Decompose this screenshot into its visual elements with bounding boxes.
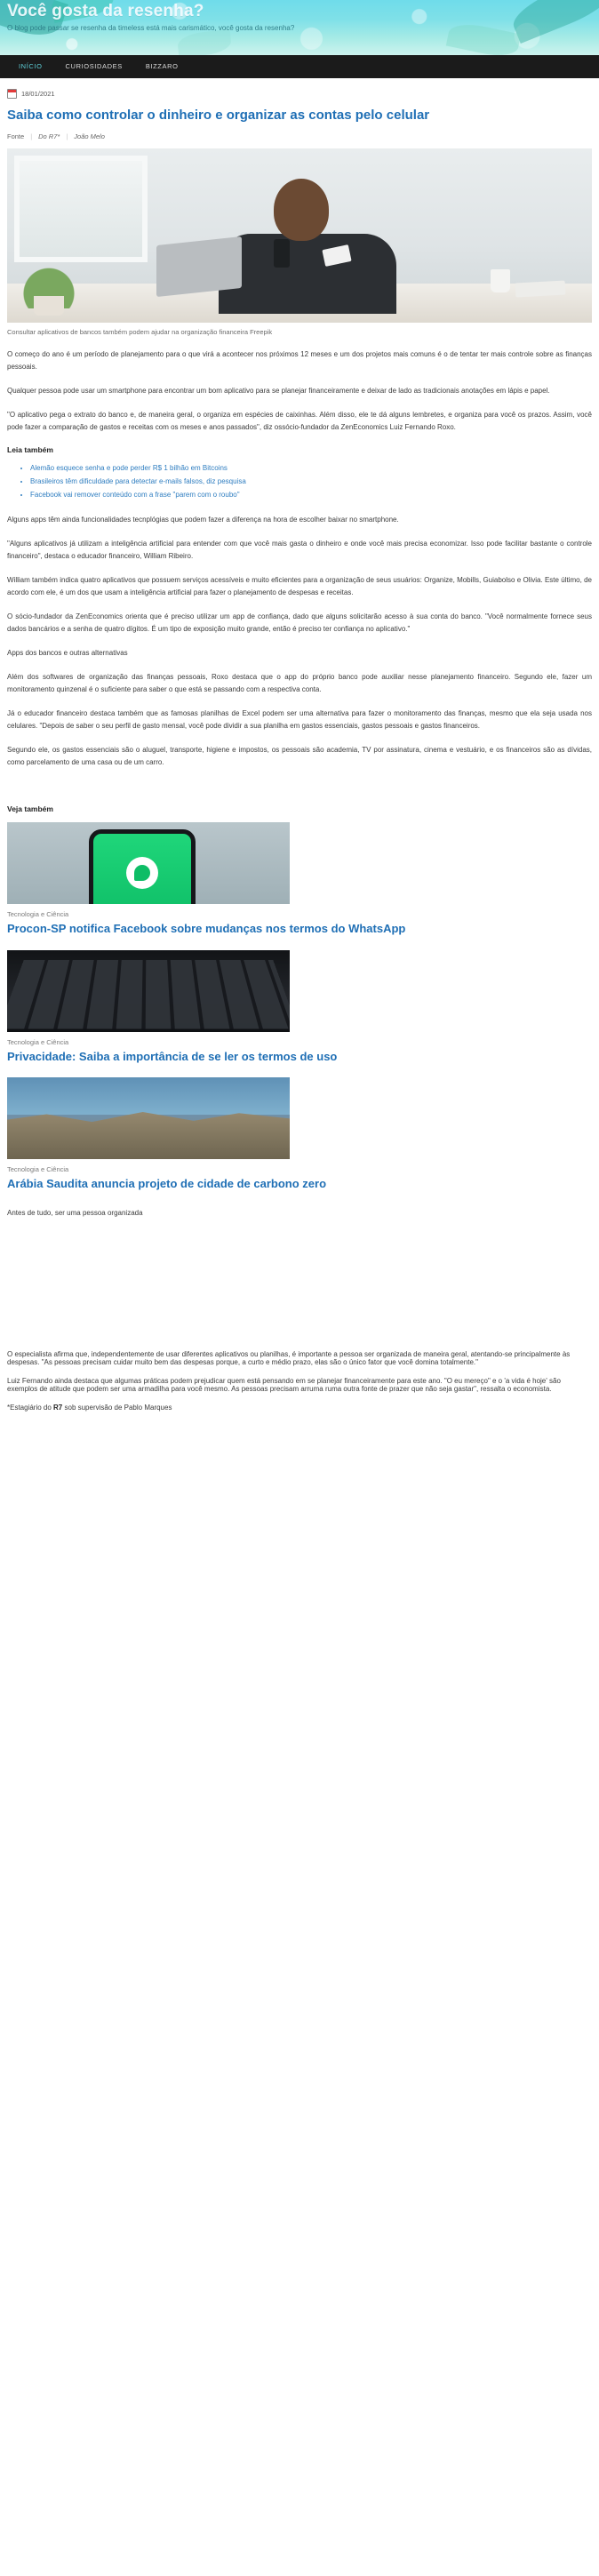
article-paragraph: Qualquer pessoa pode usar um smartphone para encontrar um bom aplicativo para se planejar financeiramente e deixar de lado as tradicionais anotações em lápis e papel. <box>7 386 550 395</box>
article-paragraph: O sócio-fundador da ZenEconomics orienta que é preciso utilizar um app de confiança, dado que alguns solicitarão acesso à sua conta do banco. "Você normalmente fornece seus dados bancários e a senha de quatro dígitos. É um tipo de exposição muito grande, então é preciso ter confiança no aplicativo." <box>7 612 592 634</box>
article-meta <box>7 89 592 99</box>
hero-person-head <box>274 179 329 241</box>
credit-prefix: *Estagiário do <box>7 1403 54 1412</box>
leia-tambem-list <box>7 461 592 502</box>
byline-source: Do R7* <box>38 132 60 140</box>
article-paragraph: Luiz Fernando ainda destaca que algumas práticas podem prejudicar quem está pensando em se planejar financeiramente para este ano. "O eu mereço" e o 'a vida é hoje' são exemplos de atitude que podem ser uma armadilha para você mesmo. As pessoas precisam arruma ruma outra fonte de prazer que não seja gastar", ressalta o economista. <box>7 1376 561 1393</box>
related-kicker: Tecnologia e Ciência <box>7 1165 69 1174</box>
site-banner <box>0 0 599 55</box>
article-paragraph: O especialista afirma que, independentemente de usar diferentes aplicativos ou planilhas, é importante a pessoa ser organizada de maneira geral, atentando-se principalmente às despesas. "As pessoas precisam cuidar muito bem das despesas porque, a curto e médio prazo, elas são o único fator que você domina totalmente." <box>7 1349 571 1366</box>
article-paragraph: "Alguns aplicativos já utilizam a inteligência artificial para entender com que você mais gasta o dinheiro e onde você mais precisa economizar. Isso pode facilitar bastante o controle financeiro", destaca o educador financeiro, William Ribeiro. <box>7 540 592 561</box>
credit-suffix: sob supervisão de Pablo Marques <box>62 1403 172 1412</box>
calendar-icon <box>7 89 17 99</box>
hero-image <box>7 148 592 323</box>
decorative-leaf-icon <box>177 29 232 55</box>
list-item[interactable] <box>30 461 592 475</box>
phone-screen-icon <box>89 829 196 904</box>
related-link[interactable]: Facebook vai remover conteúdo com a frase "parem com o roubo" <box>30 491 240 500</box>
whatsapp-phone-thumbnail[interactable] <box>7 822 290 904</box>
satellite-landscape-thumbnail[interactable] <box>7 1077 290 1159</box>
list-item[interactable] <box>30 488 592 501</box>
veja-tambem-heading: Veja também <box>7 804 53 814</box>
related-link[interactable]: Alemão esquece senha e pode perder R$ 1 bilhão em Bitcoins <box>30 463 228 472</box>
article-content <box>0 89 599 1412</box>
byline-author: João Melo <box>74 132 105 140</box>
leia-tambem-heading: Leia também <box>7 444 53 454</box>
keyboard-thumbnail[interactable] <box>7 950 290 1032</box>
byline-divider: | <box>30 132 33 140</box>
hero-window <box>14 156 148 262</box>
hero-person-body <box>219 234 396 314</box>
hero-laptop <box>156 236 242 297</box>
related-link[interactable]: Brasileiros têm dificuldade para detectar e-mails falsos, diz pesquisa <box>30 476 246 485</box>
hero-plant-pot <box>34 296 64 316</box>
hero-cup <box>491 269 510 292</box>
site-title: Você gosta da resenha? <box>7 2 204 20</box>
related-kicker: Tecnologia e Ciência <box>7 1037 69 1046</box>
related-title[interactable]: Procon-SP notifica Facebook sobre mudanças nos termos do WhatsApp <box>7 922 406 936</box>
nav-item-curiosidades[interactable]: CURIOSIDADES <box>65 62 123 70</box>
byline <box>7 132 592 140</box>
list-item[interactable] <box>7 1077 592 1193</box>
article-paragraph: Segundo ele, os gastos essenciais são o aluguel, transporte, higiene e impostos, os pessoais são academia, TV por assinatura, cinema e vestuário, e os financeiros são as dívidas, como parcelamento de uma casa ou de um carro. <box>7 746 592 767</box>
nav-item-bizzaro[interactable]: BIZZARO <box>145 62 179 70</box>
main-navigation <box>0 55 599 78</box>
byline-source-label: Fonte <box>7 132 25 140</box>
keyboard-keys <box>7 960 290 1029</box>
thumbnail-sea <box>7 1077 290 1115</box>
article-paragraph: William também indica quatro aplicativos que possuem serviços acessíveis e muito eficientes para a organização de seus usuários: Organize, Mobills, Guiabolso e Olivia. Este último, de acordo com ele, é um dos que usam a inteligência artificial para fazer o planejamento de despesas e receitas. <box>7 576 592 597</box>
article-date: 18/01/2021 <box>21 90 55 98</box>
decorative-leaf-icon <box>507 0 599 44</box>
credit-brand: R7 <box>53 1403 63 1412</box>
page-title: Saiba como controlar o dinheiro e organizar as contas pelo celular <box>7 108 430 123</box>
hero-smartphone <box>274 239 290 268</box>
related-kicker: Tecnologia e Ciência <box>7 910 69 919</box>
whatsapp-icon <box>126 857 158 889</box>
list-item[interactable] <box>7 950 592 1066</box>
content-spacer <box>7 1217 592 1350</box>
hero-caption: Consultar aplicativos de bancos também podem ajudar na organização financeira Freepik <box>7 327 273 336</box>
hero-notebook <box>515 280 566 297</box>
article-paragraph: Alguns apps têm ainda funcionalidades tecnplógias que podem fazer a diferença na hora de escolher baixar no smartphone. <box>7 516 399 524</box>
list-item[interactable] <box>7 822 592 938</box>
decorative-leaf-icon <box>446 20 521 55</box>
article-credit <box>7 1404 592 1412</box>
section-heading-inline: Apps dos bancos e outras alternativas <box>7 649 128 658</box>
byline-divider: | <box>66 132 68 140</box>
list-item[interactable] <box>30 475 592 488</box>
article-paragraph: "O aplicativo pega o extrato do banco e, de maneira geral, o organiza em espécies de caixinhas. Além disso, ele te dá alguns lembretes, e organiza para você os prazos. Assim, você pode fazer a comparação de gastos e receitas com os meses e anos passados", diz ossócio-fundador da ZenEconomics Luiz Fernando Roxo. <box>7 410 592 431</box>
article-paragraph: Já o educador financeiro destaca também que as famosas planilhas de Excel podem ser uma alternativa para fazer o monitoramento das finanças, mesmo que ela seja usada nos celulares. "Depois de saber o seu perfil de gasto mensal, você pode dividir a sua planilha em gastos essenciais, gastos pessoais e gastos financeiros. <box>7 709 592 731</box>
related-title[interactable]: Privacidade: Saiba a importância de se ler os termos de uso <box>7 1049 338 1063</box>
related-title[interactable]: Arábia Saudita anuncia projeto de cidade de carbono zero <box>7 1177 327 1191</box>
site-tagline: O blog pode passar se resenha da timeless está mais carismático, você gosta da resenha? <box>7 24 295 32</box>
article-paragraph: Além dos softwares de organização das finanças pessoais, Roxo destaca que o app do próprio banco pode auxiliar nesse planejamento financeiro. Segundo ele, fazer um monitoramento quinzenal é o suficiente para saber o que está se passando com a respectiva conta. <box>7 673 592 694</box>
article-paragraph: O começo do ano é um período de planejamento para o que virá a acontecer nos próximos 12 meses e um dos projetos mais comuns é o de tentar ter mais controle sobre as finanças pessoais. <box>7 349 592 371</box>
nav-item-inicio[interactable]: INÍCIO <box>19 62 43 70</box>
article-paragraph: Antes de tudo, ser uma pessoa organizada <box>7 1208 143 1217</box>
